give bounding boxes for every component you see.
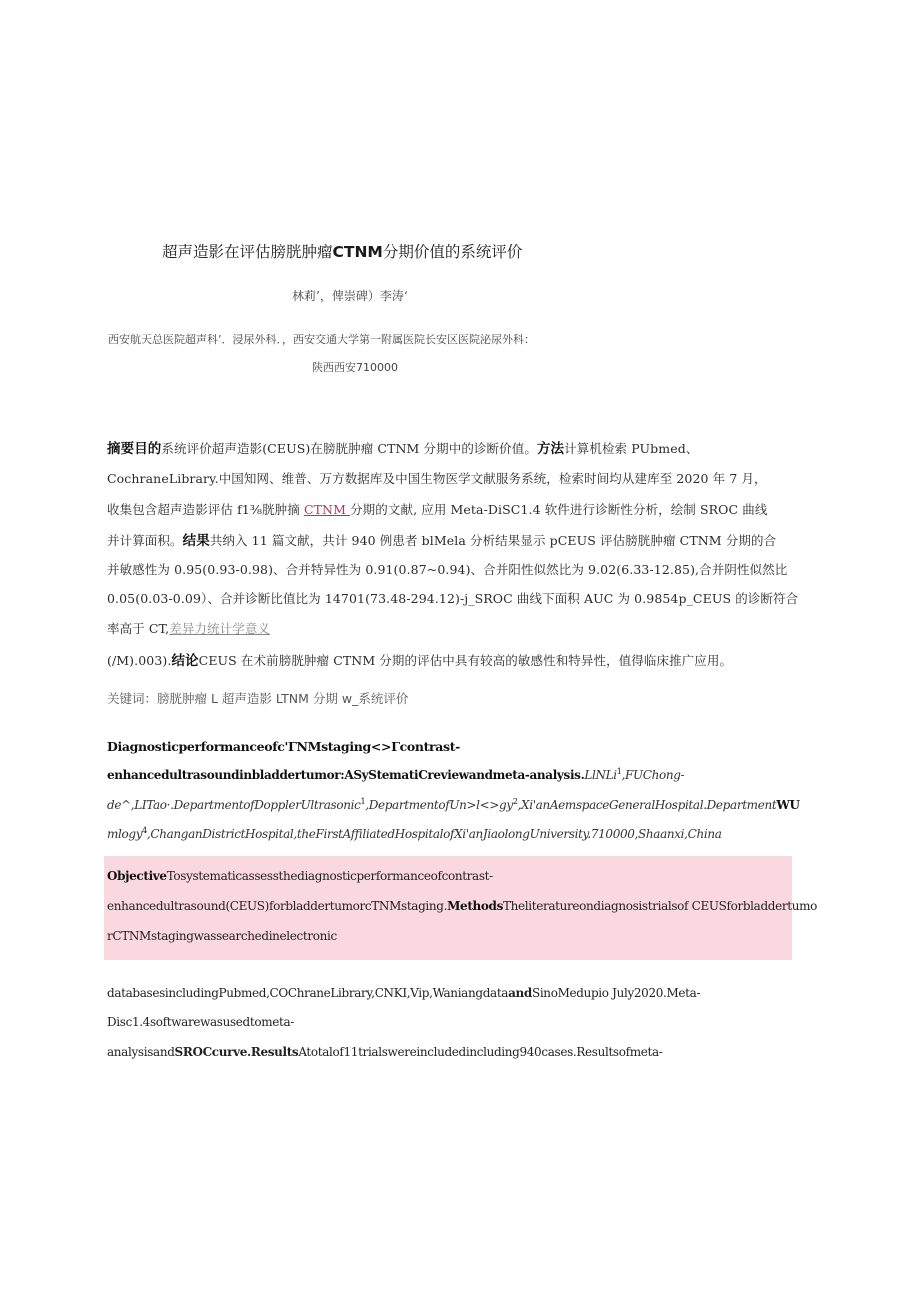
- english-affiliation: ,ChanganDistrictHospital,theFirstAffiliatedHospitalofXi'anJiaolongUniversity.710000,Shaanxi,China: [146, 827, 722, 841]
- authors: 林莉’，俾崇碑）李涛‘: [292, 289, 408, 303]
- abstract-results-label: 结果: [182, 533, 210, 549]
- highlight-text: enhancedultrasound(CEUS)forbladdertumorcTNMstaging.: [107, 899, 448, 913]
- superscript: 2: [512, 797, 518, 806]
- english-affiliation: ,Xi'anAemspaceGeneralHospital.Department: [517, 798, 777, 812]
- ctnm-link[interactable]: CTNM: [303, 502, 351, 517]
- results-label: Results: [250, 1045, 299, 1059]
- abstract-cn-line-5: 并敏感性为 0.95(0.93-0.98)、合并特异性为 0.91(0.87~0.94)、合并阳性似然比为 9.02(6.33-12.85),合并阴性似然比: [107, 562, 788, 577]
- abstract-cn-line-3: [107, 500, 767, 518]
- superscript: 4: [142, 826, 147, 835]
- abstract-text: 率高于 CT,: [107, 621, 170, 636]
- english-body-text: databasesincludingPubmed,COChraneLibrary,CNKI,Vip,Waniangdata: [107, 986, 509, 1000]
- english-title-line-2: [107, 767, 684, 782]
- abstract-text: 共纳入 11 篇文献，共计 940 例患者 blMela 分析结果显示 pCEUS 评估膀胱肿瘤 CTNM 分期的合: [209, 533, 777, 548]
- title-text-pre: 超声造影在评估膀胱肿瘤: [162, 243, 333, 261]
- english-title-line-1: Diagnosticperformanceofc'ΓNMstaging<>Γcontrast-: [107, 739, 460, 754]
- english-body-text: analysisand: [107, 1045, 175, 1059]
- abstract-cn-line-1: [107, 437, 698, 457]
- english-body-line-3: [107, 1045, 662, 1059]
- english-body-text: SinoMedupio July2020.Meta-: [531, 986, 701, 1000]
- english-body-bold: and: [508, 986, 532, 1000]
- english-title-text: enhancedultrasoundinbladdertumor:ASyStematiCreviewandmeta-analysis.: [107, 768, 585, 782]
- affiliation-city: 陕西西安710000: [312, 361, 398, 374]
- significance-link[interactable]: 差异力统计学意义: [169, 621, 271, 636]
- abstract-conclusion-label: 结论: [171, 653, 199, 669]
- abstract-cn-line-7: [107, 619, 270, 637]
- abstract-text: CEUS 在术前膀胱肿瘤 CTNM 分期的评估中具有较高的敏感性和特异性，值得临床推广应用。: [198, 653, 733, 668]
- abstract-text: (/M).003).: [107, 653, 172, 668]
- english-body-bold: SROCcurve.: [174, 1045, 251, 1059]
- abstract-text: 分期的文献, 应用 Meta-DiSC1.4 软件进行诊断性分析，绘制 SROC 曲线: [350, 502, 768, 517]
- highlight-line-3: rCTNMstagingwassearchedinelectronic: [107, 929, 337, 943]
- title-text-bold: CTNM: [332, 243, 383, 261]
- abstract-cn-line-4: [107, 529, 776, 549]
- english-authors: ,FUChong-: [621, 768, 685, 782]
- english-affiliation: ,DepartmentofUn>l<>gy: [365, 798, 513, 812]
- english-affiliation: de^,LITao·.DepartmentofDopplerUltrasonic: [107, 798, 361, 812]
- highlight-text: Tosystematicassessthediagnosticperformanceofcontrast-: [166, 869, 493, 883]
- superscript: 1: [360, 797, 366, 806]
- abstract-text: 系统评价超声造影(CEUS)在膀胱肿瘤 CTNM 分期中的诊断价值。: [161, 441, 537, 456]
- superscript: 1: [616, 767, 622, 776]
- objective-label: Objective: [107, 869, 167, 883]
- highlight-line-2: [107, 899, 817, 913]
- english-body-line-1: [107, 986, 700, 1000]
- english-body-line-2: Disc1.4softwarewasusedtometa-: [107, 1015, 294, 1029]
- title-text-post: 分期价值的系统评价: [382, 243, 523, 261]
- abstract-cn-line-8: [107, 649, 732, 669]
- abstract-objective-label: 摘要目的: [107, 441, 162, 457]
- abstract-cn-line-6: 0.05(0.03-0.09）、合并诊断比值比为 14701(73.48-294.12)-j_SROC 曲线下面积 AUC 为 0.9854p_CEUS 的诊断符合: [107, 591, 799, 606]
- paper-title: [162, 240, 522, 262]
- highlight-line-1: [107, 869, 493, 883]
- english-affil-line-1: [107, 797, 800, 812]
- abstract-methods-label: 方法: [536, 441, 565, 457]
- english-authors: LlNLi: [584, 768, 617, 782]
- abstract-text: 计算机检索 PUbmed、: [564, 441, 699, 456]
- abstract-cn-line-2: CochraneLibrary.中国知网、维普、万方数据库及中国生物医学文献服务系统，检索时间均从建库至 2020 年 7 月，: [107, 471, 767, 486]
- highlight-text: Theliteratureondiagnosistrialsof CEUSforbladdertumo: [503, 899, 818, 913]
- abstract-text: 并计算面积。: [107, 533, 183, 548]
- abstract-text: 收集包含超声造影评估 f1⅜胱肿摘: [107, 502, 304, 517]
- keywords: 关键词：膀胱肿瘤 L 超声造影 LTNM 分期 w_系统评价: [107, 691, 409, 706]
- affiliation: 西安航天总医院超声科’．浸尿外科．，西安交通大学第一附属医院长安区医院泌尿外科：: [108, 333, 535, 346]
- methods-label: Methods: [447, 899, 503, 913]
- english-affil-line-2: [107, 826, 722, 841]
- english-affiliation: mlogy: [107, 827, 143, 841]
- english-affiliation-bold: WU: [776, 798, 800, 812]
- english-body-text: Atotalof11trialswereincludedincluding940cases.Resultsofmeta-: [298, 1045, 663, 1059]
